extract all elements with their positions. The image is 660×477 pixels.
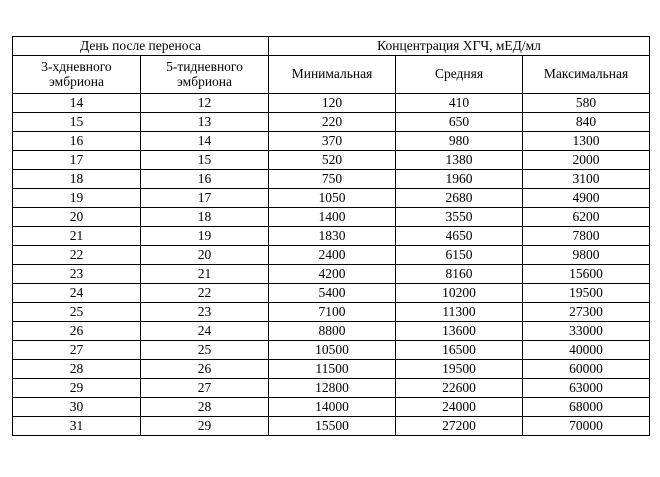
cell-day5: 23 [141, 303, 269, 322]
header-group-row [13, 37, 650, 56]
cell-day3: 17 [13, 151, 141, 170]
cell-avg: 6150 [396, 246, 523, 265]
cell-avg: 10200 [396, 284, 523, 303]
cell-avg: 410 [396, 94, 523, 113]
cell-day5: 17 [141, 189, 269, 208]
cell-min: 7100 [269, 303, 396, 322]
cell-min: 10500 [269, 341, 396, 360]
table-row [13, 227, 650, 246]
cell-max: 580 [523, 94, 650, 113]
cell-max: 4900 [523, 189, 650, 208]
cell-max: 6200 [523, 208, 650, 227]
cell-avg: 3550 [396, 208, 523, 227]
cell-day3: 27 [13, 341, 141, 360]
table-row [13, 132, 650, 151]
cell-day3: 31 [13, 417, 141, 436]
header-day-after-transfer: День после переноса [13, 37, 269, 56]
cell-avg: 11300 [396, 303, 523, 322]
cell-day5: 29 [141, 417, 269, 436]
cell-max: 9800 [523, 246, 650, 265]
cell-max: 40000 [523, 341, 650, 360]
cell-day5: 16 [141, 170, 269, 189]
header-average: Средняя [396, 56, 523, 94]
header-day5-embryo: 5-тидневного эмбриона [141, 56, 269, 94]
cell-day3: 20 [13, 208, 141, 227]
cell-max: 840 [523, 113, 650, 132]
cell-min: 120 [269, 94, 396, 113]
cell-day5: 21 [141, 265, 269, 284]
cell-day3: 25 [13, 303, 141, 322]
cell-avg: 2680 [396, 189, 523, 208]
table-row [13, 284, 650, 303]
cell-max: 3100 [523, 170, 650, 189]
cell-day3: 23 [13, 265, 141, 284]
cell-day3: 18 [13, 170, 141, 189]
table-body [13, 94, 650, 436]
cell-min: 5400 [269, 284, 396, 303]
cell-day3: 26 [13, 322, 141, 341]
table-row [13, 208, 650, 227]
cell-day5: 13 [141, 113, 269, 132]
table-row [13, 170, 650, 189]
cell-min: 1400 [269, 208, 396, 227]
cell-min: 11500 [269, 360, 396, 379]
cell-day3: 22 [13, 246, 141, 265]
table-row [13, 417, 650, 436]
cell-day5: 28 [141, 398, 269, 417]
cell-max: 19500 [523, 284, 650, 303]
table-row [13, 360, 650, 379]
cell-day5: 27 [141, 379, 269, 398]
cell-min: 1830 [269, 227, 396, 246]
cell-day3: 29 [13, 379, 141, 398]
cell-avg: 1960 [396, 170, 523, 189]
cell-day5: 26 [141, 360, 269, 379]
header-minimum: Минимальная [269, 56, 396, 94]
table-row [13, 113, 650, 132]
cell-avg: 27200 [396, 417, 523, 436]
cell-min: 750 [269, 170, 396, 189]
cell-avg: 4650 [396, 227, 523, 246]
cell-min: 15500 [269, 417, 396, 436]
cell-max: 1300 [523, 132, 650, 151]
table-row [13, 341, 650, 360]
cell-min: 1050 [269, 189, 396, 208]
table-row [13, 265, 650, 284]
table-row [13, 322, 650, 341]
cell-day3: 15 [13, 113, 141, 132]
cell-avg: 22600 [396, 379, 523, 398]
cell-avg: 13600 [396, 322, 523, 341]
cell-min: 370 [269, 132, 396, 151]
cell-day3: 21 [13, 227, 141, 246]
cell-min: 520 [269, 151, 396, 170]
cell-max: 63000 [523, 379, 650, 398]
cell-day3: 24 [13, 284, 141, 303]
cell-day3: 28 [13, 360, 141, 379]
cell-avg: 1380 [396, 151, 523, 170]
cell-avg: 650 [396, 113, 523, 132]
cell-day3: 19 [13, 189, 141, 208]
cell-max: 27300 [523, 303, 650, 322]
cell-day5: 20 [141, 246, 269, 265]
table-row [13, 303, 650, 322]
cell-day5: 22 [141, 284, 269, 303]
cell-max: 70000 [523, 417, 650, 436]
header-column-row [13, 56, 650, 94]
cell-min: 12800 [269, 379, 396, 398]
table-row [13, 94, 650, 113]
cell-avg: 980 [396, 132, 523, 151]
cell-min: 4200 [269, 265, 396, 284]
cell-min: 8800 [269, 322, 396, 341]
cell-min: 2400 [269, 246, 396, 265]
cell-avg: 24000 [396, 398, 523, 417]
cell-max: 2000 [523, 151, 650, 170]
cell-avg: 19500 [396, 360, 523, 379]
table-row [13, 398, 650, 417]
table-row [13, 379, 650, 398]
cell-min: 220 [269, 113, 396, 132]
header-hcg-concentration: Концентрация ХГЧ, мЕД/мл [269, 37, 650, 56]
cell-day3: 14 [13, 94, 141, 113]
cell-avg: 16500 [396, 341, 523, 360]
cell-day5: 25 [141, 341, 269, 360]
cell-max: 33000 [523, 322, 650, 341]
hcg-concentration-table [12, 36, 650, 436]
cell-max: 68000 [523, 398, 650, 417]
cell-day3: 30 [13, 398, 141, 417]
cell-day5: 24 [141, 322, 269, 341]
table-row [13, 151, 650, 170]
cell-day5: 18 [141, 208, 269, 227]
cell-day5: 14 [141, 132, 269, 151]
cell-day3: 16 [13, 132, 141, 151]
cell-day5: 19 [141, 227, 269, 246]
table-row [13, 246, 650, 265]
cell-day5: 12 [141, 94, 269, 113]
header-maximum: Максимальная [523, 56, 650, 94]
table-row [13, 189, 650, 208]
cell-avg: 8160 [396, 265, 523, 284]
cell-max: 7800 [523, 227, 650, 246]
cell-min: 14000 [269, 398, 396, 417]
cell-day5: 15 [141, 151, 269, 170]
cell-max: 60000 [523, 360, 650, 379]
header-day3-embryo: 3-хдневного эмбриона [13, 56, 141, 94]
cell-max: 15600 [523, 265, 650, 284]
